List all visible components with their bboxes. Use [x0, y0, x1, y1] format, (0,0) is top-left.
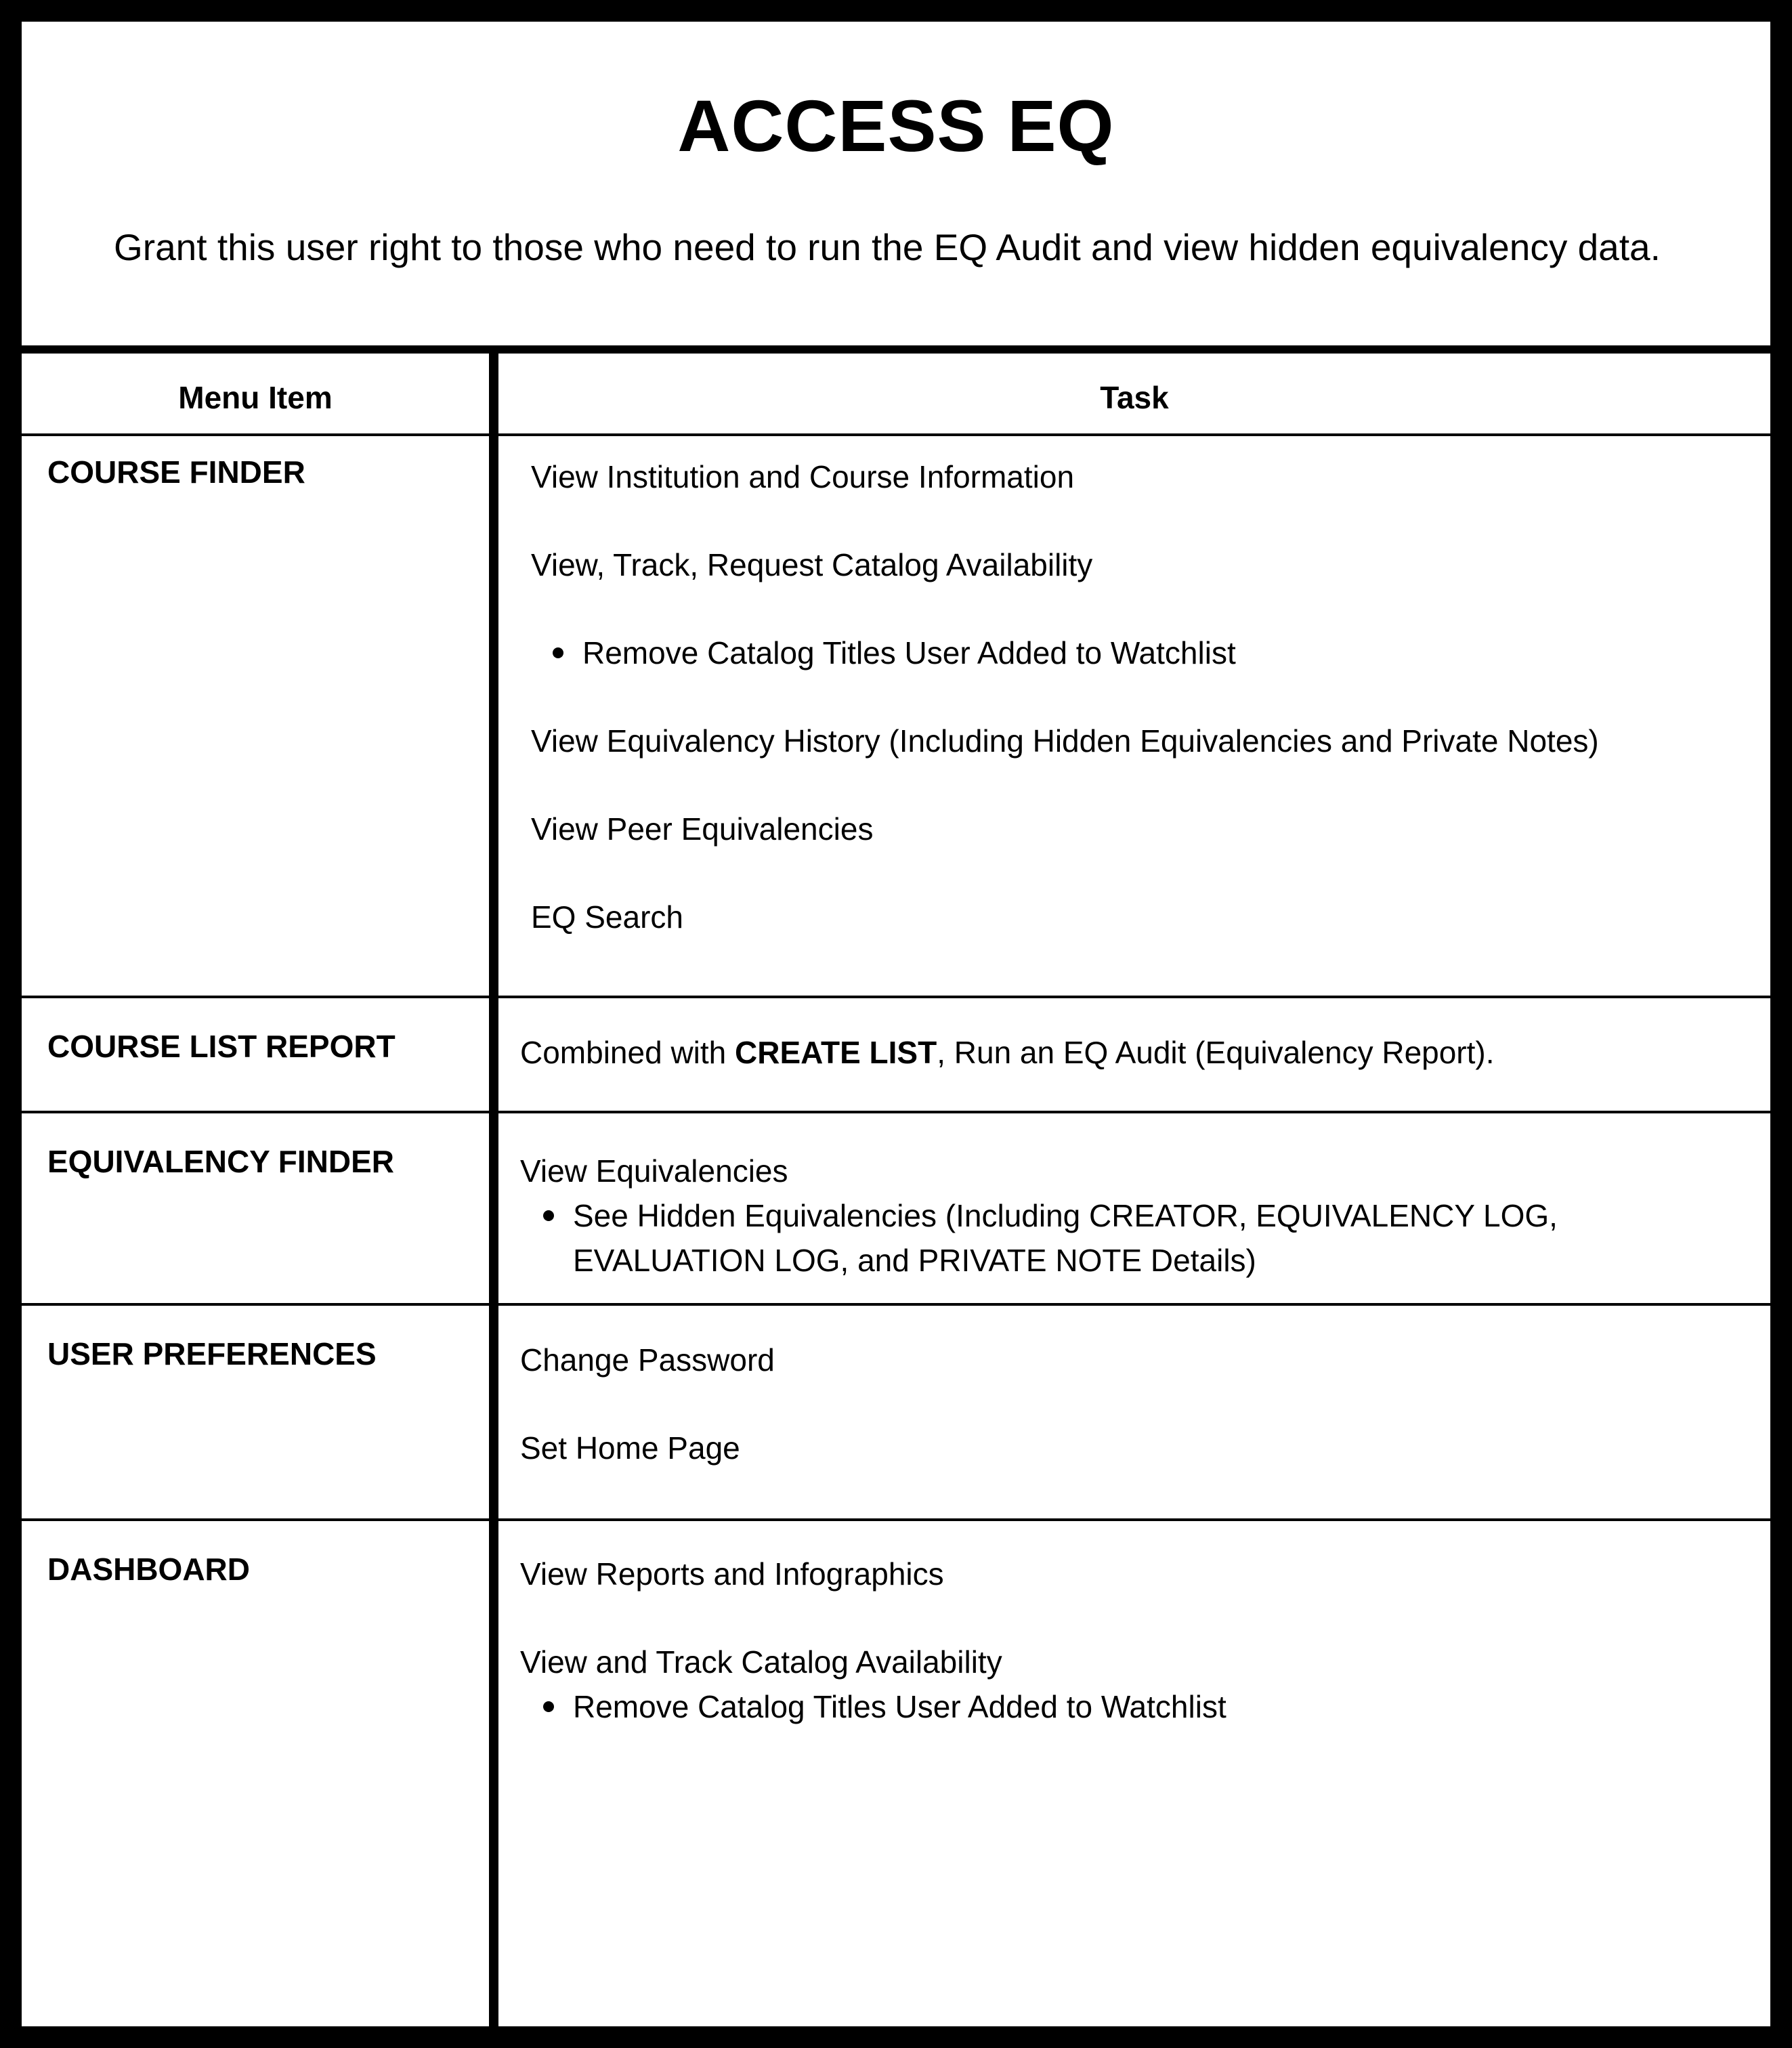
- header: [22, 22, 1770, 347]
- menu-item-course-list-report: COURSE LIST REPORT: [47, 1029, 396, 1064]
- menu-item-user-preferences: USER PREFERENCES: [47, 1336, 377, 1371]
- task-item: View Reports and Infographics: [520, 1556, 944, 1592]
- column-header-task: Task: [1100, 380, 1169, 415]
- task-text: , Run an EQ Audit (Equivalency Report).: [937, 1035, 1495, 1070]
- row-divider-3: [22, 1303, 1770, 1306]
- page-title: ACCESS EQ: [677, 85, 1115, 167]
- menu-item-dashboard: DASHBOARD: [47, 1552, 250, 1587]
- task-subitem: Remove Catalog Titles User Added to Watchlist: [553, 631, 1236, 675]
- header-row-divider: [22, 433, 1770, 436]
- column-header-menu-item: Menu Item: [178, 380, 333, 415]
- task-bold-text: CREATE LIST: [735, 1035, 937, 1070]
- row-divider-2: [22, 1111, 1770, 1113]
- task-course-list-report: [520, 1031, 1495, 1074]
- row-divider-4: [22, 1518, 1770, 1521]
- task-item: View, Track, Request Catalog Availability: [531, 547, 1093, 582]
- task-item: Set Home Page: [520, 1430, 740, 1466]
- column-divider: [489, 351, 498, 2026]
- task-list-user-preferences: [520, 1338, 1739, 1501]
- task-subitem: See Hidden Equivalencies (Including CREATOR, EQUIVALENCY LOG,: [520, 1193, 1558, 1238]
- task-text: Combined with: [520, 1035, 735, 1070]
- page-subtitle: Grant this user right to those who need to run the EQ Audit and view hidden equivalency data.: [114, 226, 1661, 268]
- task-subitem: Remove Catalog Titles User Added to Watchlist: [543, 1685, 1226, 1728]
- document-page: [22, 22, 1770, 2026]
- task-item: View and Track Catalog Availability: [520, 1644, 1002, 1680]
- task-item: View Institution and Course Information: [531, 459, 1075, 494]
- task-item: EQ Search: [531, 899, 683, 935]
- task-item: Change Password: [520, 1342, 775, 1378]
- task-item: View Equivalency History (Including Hidden Equivalencies and Private Notes): [531, 723, 1599, 759]
- row-divider-1: [22, 996, 1770, 998]
- task-subitem-continued: EVALUATION LOG, and PRIVATE NOTE Details): [573, 1243, 1256, 1278]
- task-list-equivalency-finder: [520, 1149, 1558, 1283]
- menu-item-equivalency-finder: EQUIVALENCY FINDER: [47, 1144, 395, 1179]
- task-item: View Equivalencies: [520, 1153, 788, 1189]
- table-top-border: [22, 345, 1770, 354]
- menu-item-course-finder: COURSE FINDER: [47, 454, 305, 490]
- task-item: View Peer Equivalencies: [531, 811, 874, 847]
- task-list-dashboard: [520, 1552, 1739, 1755]
- task-list-course-finder: [531, 455, 1750, 983]
